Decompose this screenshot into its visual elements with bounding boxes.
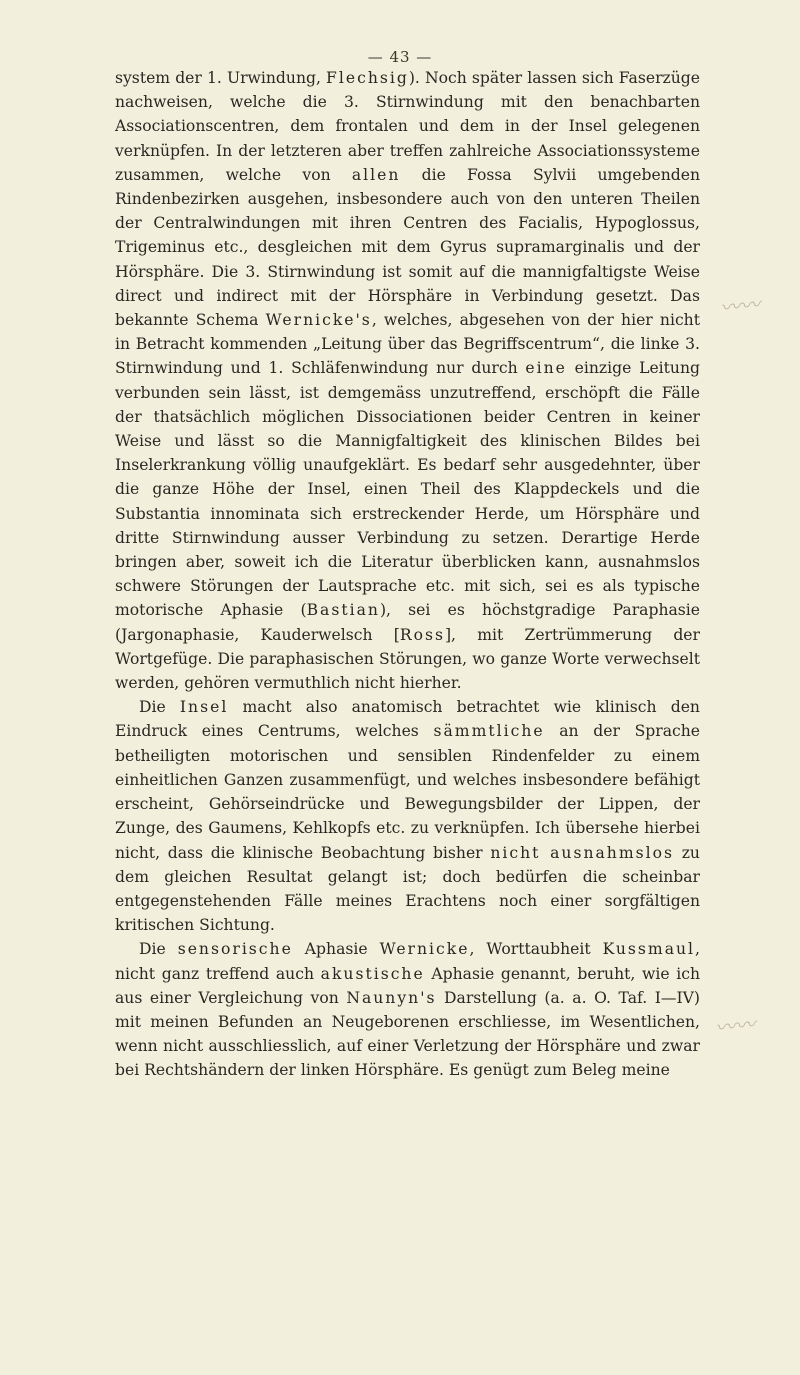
spaced-name-text: Flechsig [326, 69, 409, 87]
paragraph-1 [115, 66, 700, 695]
text-run: an der Sprache betheiligten motorischen und sensiblen Rindenfelder zu einem einheitlichen Ganzen zusammenfügt, und welches insbesondere befähigt erscheint, Gehörseindrücke und Bewegungsbilder der Lippen, der Zunge, des Gaumens, Kehlkopfs etc. zu verknüpfen. Ich übersehe hierbei nicht, dass die klinische Beobachtung bisher [115, 722, 701, 862]
text-run: Aphasie [292, 940, 380, 959]
pencil-scribble-icon: 〰〰 [714, 1011, 757, 1041]
spaced-name-text: sämmtliche [433, 722, 545, 741]
pencil-scribble-icon: 〰〰 [719, 291, 762, 321]
paragraph-2 [115, 695, 700, 937]
text-run: macht also anatomisch betrachtet wie klinisch den Eindruck eines Centrums, welches [115, 698, 700, 741]
text-run: einzige Leitung verbunden sein lässt, ist demgemäss unzutreffend, erschöpft die Fälle der thatsächlich möglichen Dissociationen beider Centren in keiner Weise und lässt so die Mannigfaltigkeit des klinischen Bildes bei Inselerkrankung völlig unaufgeklärt. Es bedarf sehr ausgedehnter, über die ganze Höhe der Insel, einen Theil des Klappdeckels und die Substantia innominata sich erstreckender Herde, um Hörsphäre und dritte Stirnwindung ausser Verbindung zu setzen. Derartige Herde bringen aber, soweit ich die Literatur überblicken kann, ausnahmslos schwere Störungen der Lautsprache etc. mit sich, sei es als typische motorische Aphasie ( [115, 359, 700, 620]
text-run: Die [139, 940, 178, 959]
text-run: , welches, abgesehen von der hier nicht in Betracht kommenden „Leitung über das Begriffscentrum“, die linke 3. Stirnwindung und 1. Schläfenwindung nur durch [115, 311, 700, 378]
text-run: , Worttaubheit [469, 940, 603, 959]
text-run: ], mit Zertrümmerung der Wortgefüge. Die paraphasischen Störungen, wo ganze Worte verwechselt werden, gehören vermuthlich nicht hierher. [115, 625, 700, 693]
text-run: Die [139, 698, 180, 717]
spaced-name-text: allen [351, 165, 401, 184]
text-run: ), sei es höchstgradige Paraphasie (Jargonaphasie, Kauderwelsch [ [115, 601, 701, 644]
body-text [115, 66, 700, 1083]
spaced-name-text: Wernicke's [265, 311, 372, 330]
spaced-name-text: Bastian [306, 601, 380, 620]
text-run: ). Noch später lassen sich Faserzüge nachweisen, welche die 3. Stirnwindung mit den benachbarten Associationscentren, dem frontalen und dem in der Insel gelegenen verknüpfen. In der letzteren aber treffen zahlreiche Associationssysteme zusammen, welche von [115, 69, 700, 184]
text-run: Aphasie genannt, beruht, wie ich aus einer Vergleichung von [115, 964, 700, 1007]
spaced-name-text: akustische [320, 964, 425, 983]
text-run: die Fossa Sylvii umgebenden Rindenbezirken ausgehen, insbesondere auch von den unteren Theilen der Centralwindungen mit ihren Centren des Facialis, Hypoglossus, Trigeminus etc., desgleichen mit dem Gyrus supramarginalis und der Hörsphäre. Die 3. Stirnwindung ist somit auf die mannigfaltigste Weise direct und indirect mit der Hörsphäre in Verbindung gesetzt. Das bekannte Schema [115, 165, 700, 330]
text-run: Darstellung (a. a. O. Taf. I—IV) mit meinen Befunden an Neugeborenen erschliesse, im Wesentlichen, wenn nicht ausschliesslich, auf einer Verletzung der Hörsphäre und zwar bei Rechtshändern der linken Hörsphäre. Es genügt zum Beleg meine [115, 988, 700, 1080]
spaced-name-text: Insel [179, 698, 229, 717]
paragraph-3 [115, 937, 700, 1082]
spaced-name-text: Naunyn's [346, 988, 437, 1007]
spaced-name-text: sensorische [177, 940, 293, 959]
page-number: — 43 — [367, 48, 433, 66]
spaced-name-text: Wernicke [379, 940, 470, 959]
text-run: system der 1. Urwindung, [115, 69, 327, 87]
spaced-name-text: Ross [399, 625, 445, 644]
text-run: , nicht ganz treffend auch [115, 940, 700, 983]
spaced-name-text: Kussmaul [602, 940, 696, 959]
spaced-name-text: nicht ausnahmslos [490, 843, 675, 862]
spaced-name-text: eine [525, 359, 567, 378]
text-run: zu dem gleichen Resultat gelangt ist; doch bedürfen die scheinbar entgegenstehenden Fälle meines Erachtens noch einer sorgfältigen kritischen Sichtung. [115, 843, 700, 935]
